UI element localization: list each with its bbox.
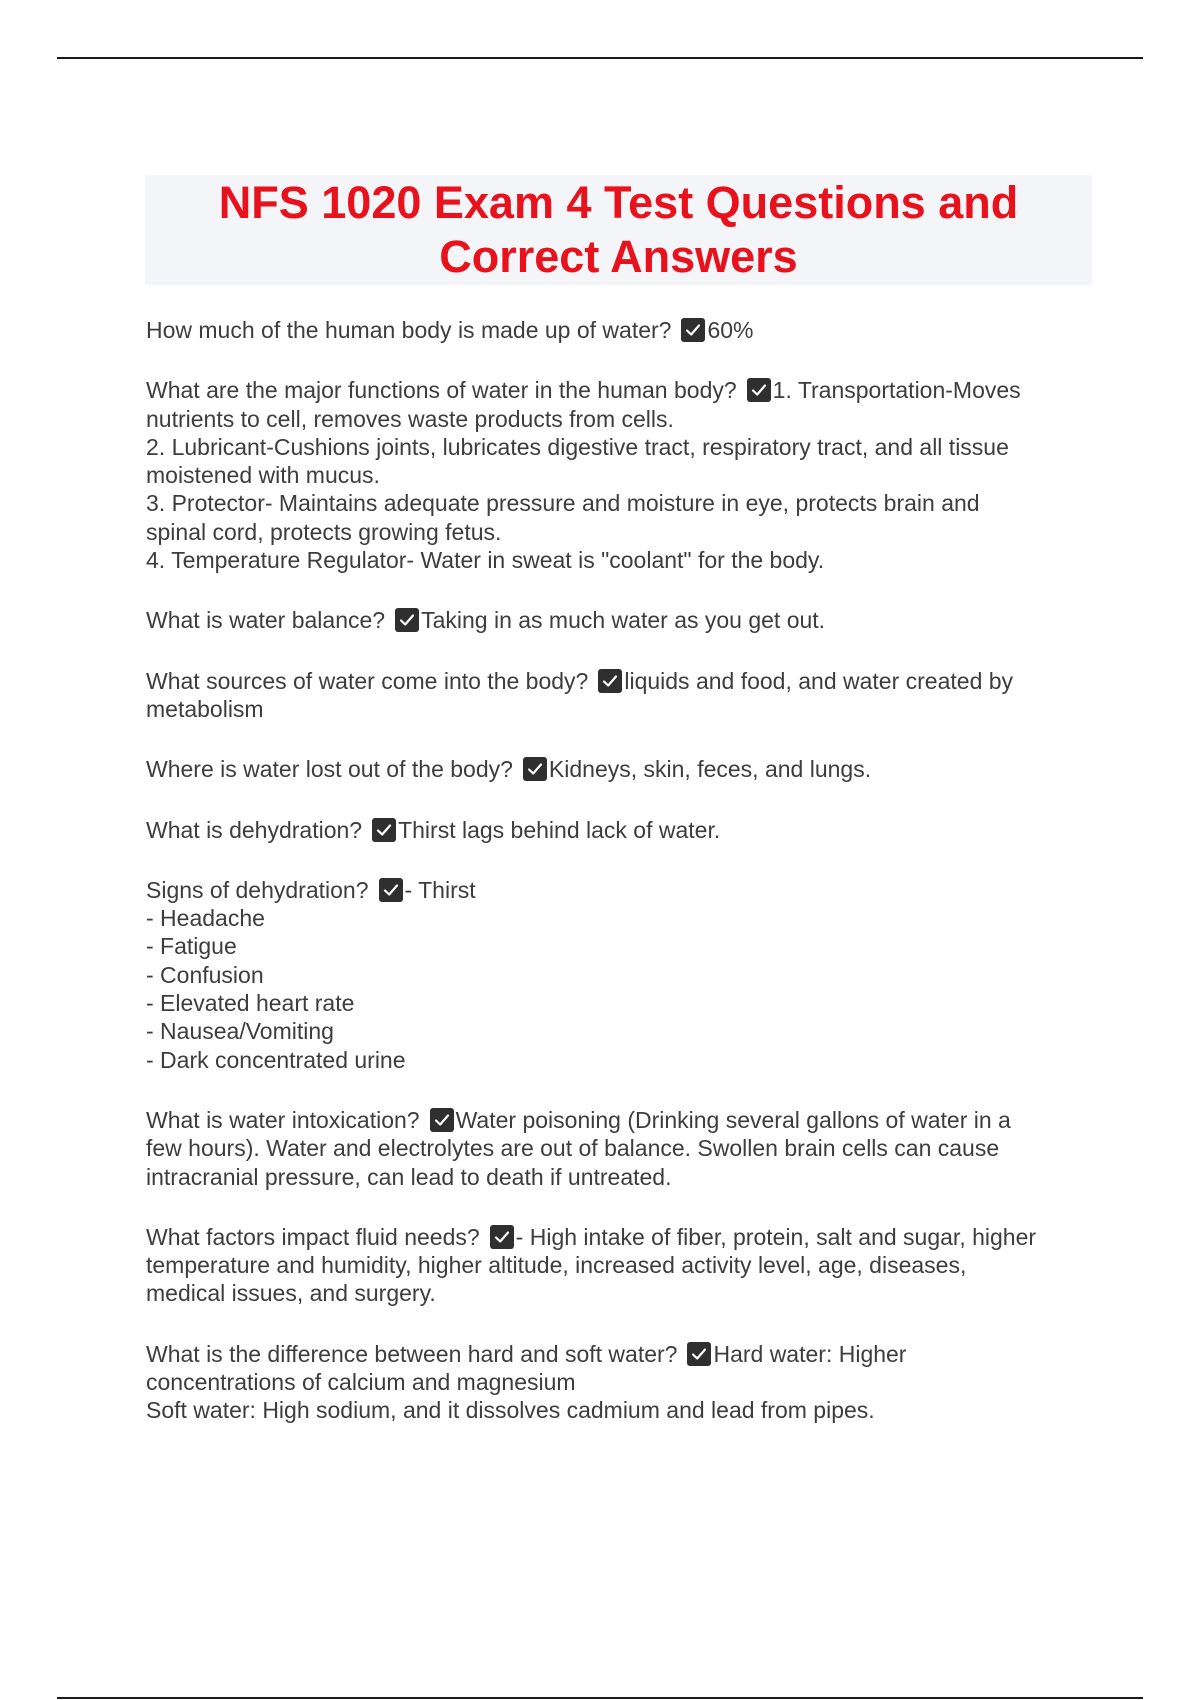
answer-text: 60% — [707, 317, 754, 343]
qa-item — [146, 606, 1096, 634]
qa-first-line — [146, 667, 1096, 695]
qa-first-line — [146, 376, 1096, 404]
answer-line: concentrations of calcium and magnesium — [146, 1369, 576, 1396]
qa-first-line — [146, 816, 1096, 844]
question-text: What is the difference between hard and soft water? — [146, 1340, 678, 1367]
title-banner — [145, 175, 1092, 285]
qa-item — [146, 755, 1096, 783]
answer-text: 1. Transportation-Moves — [772, 377, 1021, 404]
qa-first-line — [146, 1106, 1096, 1134]
answer-line: - Fatigue — [146, 933, 237, 960]
check-box-icon — [687, 1342, 711, 1366]
question-text: What are the major functions of water in the human body? — [146, 377, 737, 404]
qa-first-line — [146, 1223, 1096, 1251]
check-box-icon — [598, 669, 622, 693]
title-line-2: Correct Answers — [439, 231, 798, 282]
question-text: What sources of water come into the body? — [146, 667, 589, 694]
bottom-rule — [57, 1697, 1143, 1699]
answer-text: Kidneys, skin, feces, and lungs. — [548, 756, 872, 783]
answer-line: 3. Protector- Maintains adequate pressure and moisture in eye, protects brain and — [146, 490, 980, 517]
title-line-1: NFS 1020 Exam 4 Test Questions and — [218, 177, 1019, 228]
answer-text: Water poisoning (Drinking several gallons of water in a — [455, 1106, 1011, 1133]
answer-line: moistened with mucus. — [146, 462, 380, 489]
answer-line: - Dark concentrated urine — [146, 1046, 406, 1073]
answer-line: - Headache — [146, 905, 265, 932]
qa-list — [146, 316, 1096, 1457]
qa-item — [146, 1106, 1096, 1191]
question-text: What is dehydration? — [146, 816, 363, 843]
answer-line: Soft water: High sodium, and it dissolves cadmium and lead from pipes. — [146, 1397, 875, 1424]
answer-line: temperature and humidity, higher altitude, increased activity level, age, diseases, — [146, 1252, 967, 1279]
answer-text: Thirst lags behind lack of water. — [398, 816, 721, 843]
check-box-icon — [372, 818, 396, 842]
qa-item — [146, 876, 1096, 1074]
answer-text: Hard water: Higher — [713, 1340, 907, 1367]
answer-text: Taking in as much water as you get out. — [421, 607, 826, 634]
answer-line: - Confusion — [146, 961, 264, 988]
qa-first-line — [146, 876, 1096, 904]
check-box-icon — [523, 757, 547, 781]
question-text: What factors impact fluid needs? — [146, 1223, 480, 1250]
answer-line: - Nausea/Vomiting — [146, 1018, 334, 1045]
answer-text: - High intake of fiber, protein, salt and sugar, higher — [515, 1223, 1037, 1250]
check-box-icon — [490, 1225, 514, 1249]
answer-line: - Elevated heart rate — [146, 990, 355, 1017]
qa-first-line — [146, 316, 1096, 344]
question-text: Signs of dehydration? — [146, 876, 369, 903]
top-rule — [57, 57, 1143, 59]
question-text: How much of the human body is made up of water? — [146, 317, 672, 343]
qa-item — [146, 667, 1096, 724]
answer-line: 4. Temperature Regulator- Water in sweat is "coolant" for the body. — [146, 547, 825, 574]
question-text: What is water intoxication? — [146, 1106, 420, 1133]
qa-first-line — [146, 1340, 1096, 1368]
qa-first-line — [146, 606, 1096, 634]
qa-item — [146, 816, 1096, 844]
answer-line: few hours). Water and electrolytes are out of balance. Swollen brain cells can cause — [146, 1135, 1000, 1162]
check-box-icon — [681, 318, 705, 342]
check-box-icon — [430, 1108, 454, 1132]
qa-item — [146, 1340, 1096, 1425]
qa-first-line — [146, 755, 1096, 783]
answer-line: intracranial pressure, can lead to death if untreated. — [146, 1163, 672, 1190]
question-text: Where is water lost out of the body? — [146, 756, 513, 783]
answer-line: nutrients to cell, removes waste products from cells. — [146, 405, 674, 432]
question-text: What is water balance? — [146, 607, 386, 634]
answer-line: metabolism — [146, 695, 264, 722]
answer-text: - Thirst — [404, 876, 476, 903]
qa-item — [146, 316, 1096, 344]
check-box-icon — [379, 878, 403, 902]
check-box-icon — [747, 378, 771, 402]
answer-text: liquids and food, and water created by — [624, 667, 1014, 694]
answer-line: 2. Lubricant-Cushions joints, lubricates digestive tract, respiratory tract, and all tissue — [146, 433, 1009, 460]
qa-item — [146, 376, 1096, 574]
check-box-icon — [395, 608, 419, 632]
page-title — [219, 176, 1018, 284]
qa-item — [146, 1223, 1096, 1308]
answer-line: spinal cord, protects growing fetus. — [146, 518, 502, 545]
answer-line: medical issues, and surgery. — [146, 1280, 436, 1307]
